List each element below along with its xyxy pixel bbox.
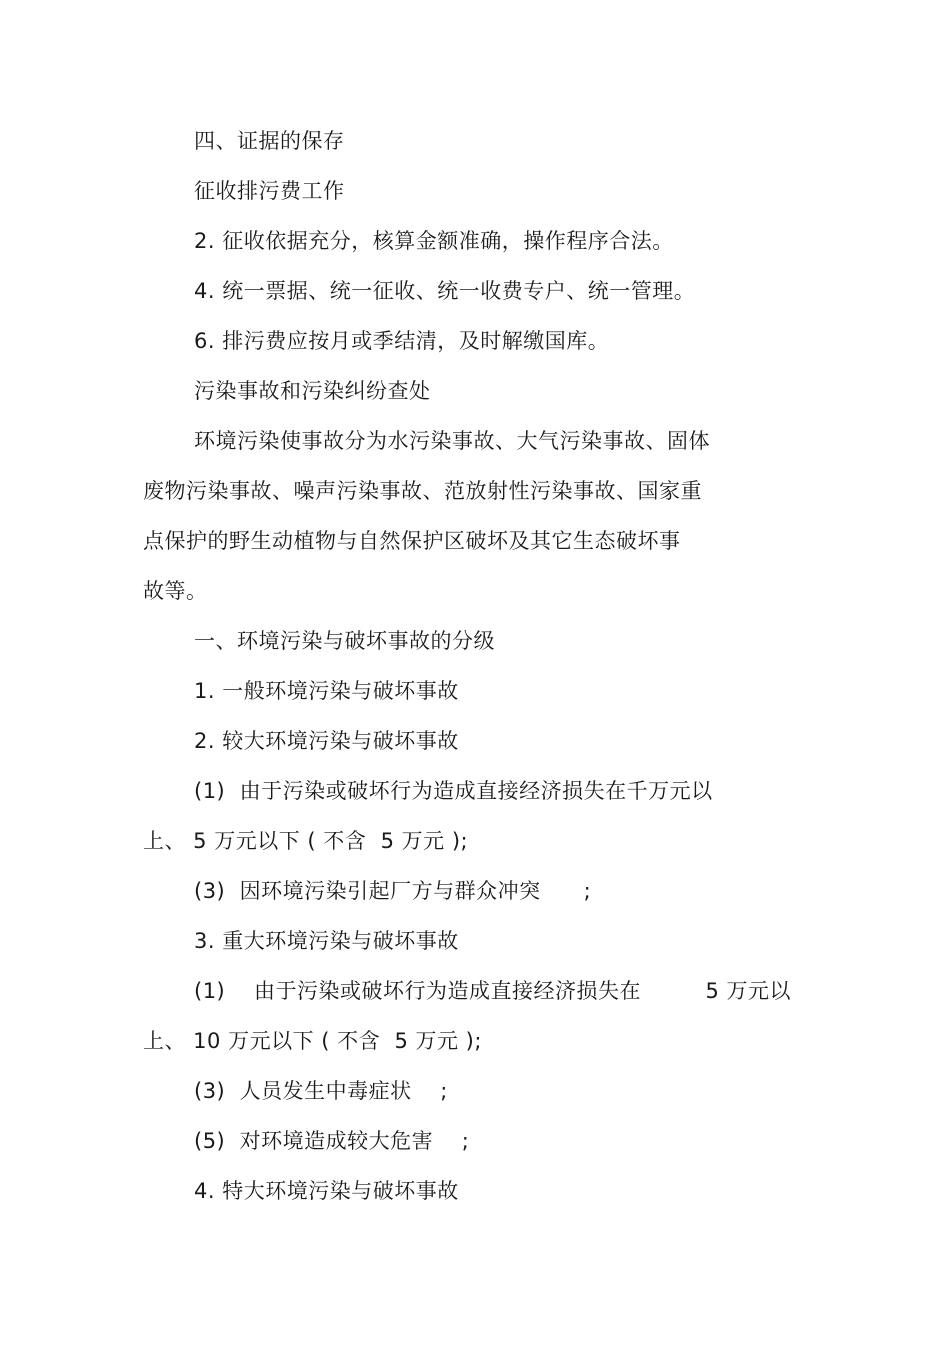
section-heading-classification: 一、环境污染与破坏事故的分级 <box>194 629 495 653</box>
list-item: 2. 较大环境污染与破坏事故 <box>194 729 459 753</box>
sub-item: (3) 因环境污染引起厂方与群众冲突 ; <box>194 879 592 903</box>
paragraph-line: 点保护的野生动植物与自然保护区破坏及其它生态破坏事 <box>143 529 681 553</box>
list-item: 3. 重大环境污染与破坏事故 <box>194 929 459 953</box>
paragraph-line: 环境污染使事故分为水污染事故、大气污染事故、固体 <box>194 429 710 453</box>
sub-item: (5) 对环境造成较大危害 ; <box>194 1129 470 1153</box>
section-heading-pollution-incidents: 污染事故和污染纠纷查处 <box>194 379 431 403</box>
list-item: 4. 特大环境污染与破坏事故 <box>194 1179 459 1203</box>
section-heading-fee-collection: 征收排污费工作 <box>194 179 345 203</box>
list-item: 4. 统一票据、统一征收、统一收费专户、统一管理。 <box>194 279 696 303</box>
sub-item: (1) 由于污染或破坏行为造成直接经济损失在千万元以 <box>194 779 713 803</box>
sub-item-continuation: 上、 5 万元以下 ( 不含 5 万元 ); <box>143 829 469 853</box>
list-item: 6. 排污费应按月或季结清，及时解缴国库。 <box>194 329 610 353</box>
sub-item-continuation: 上、 10 万元以下 ( 不含 5 万元 ); <box>143 1029 482 1053</box>
sub-item: (1) 由于污染或破坏行为造成直接经济损失在 5 万元以 <box>194 979 792 1003</box>
sub-item: (3) 人员发生中毒症状 ; <box>194 1079 448 1103</box>
paragraph-line: 故等。 <box>143 579 208 603</box>
section-heading-evidence: 四、证据的保存 <box>194 129 345 153</box>
paragraph-line: 废物污染事故、噪声污染事故、范放射性污染事故、国家重 <box>143 479 702 503</box>
list-item: 2. 征收依据充分，核算金额准确，操作程序合法。 <box>194 229 674 253</box>
list-item: 1. 一般环境污染与破坏事故 <box>194 679 459 703</box>
